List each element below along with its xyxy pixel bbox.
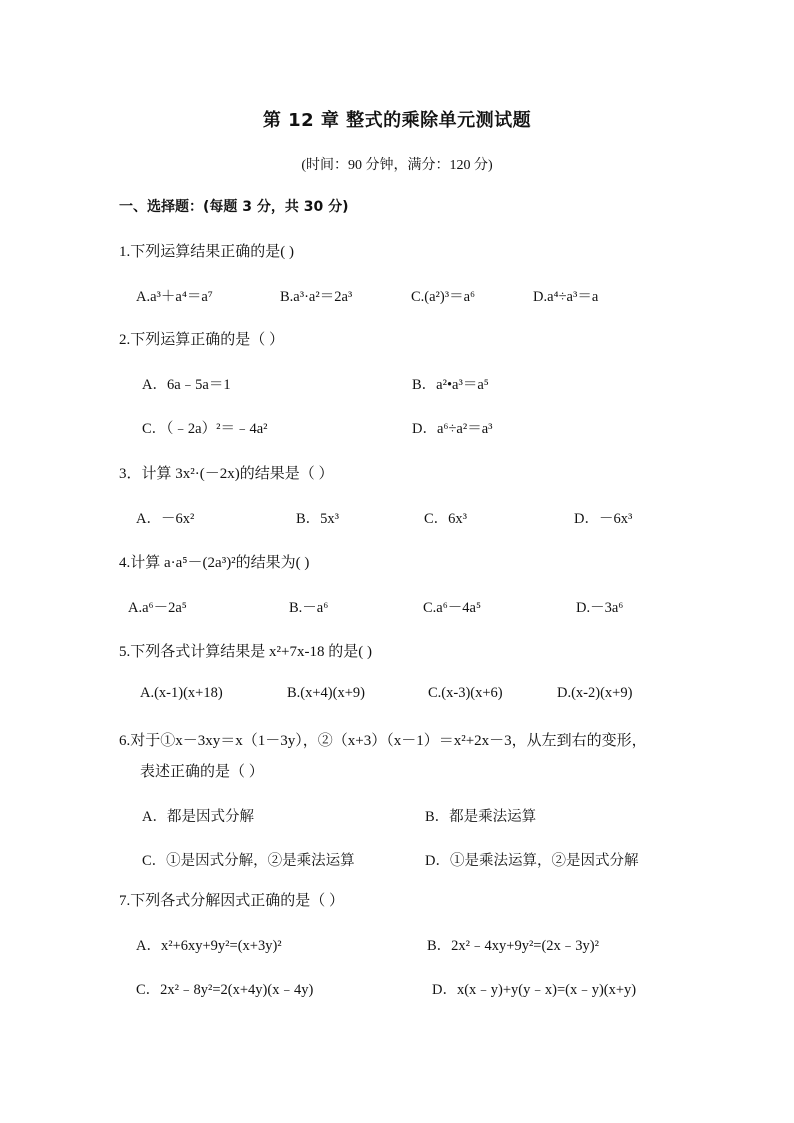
question-6-stem: 6.对于①x－3xy＝x（1－3y），②（x+3）（x－1）＝x²+2x－3，从左到右的变形， [119,733,647,749]
question-7-option-b: B．2x²﹣4xy+9y²=(2x﹣3y)² [427,938,599,954]
question-7-option-c: C．2x²﹣8y²=2(x+4y)(x﹣4y) [136,982,314,998]
question-5-stem: 5.下列各式计算结果是 x²+7x-18 的是( ) [119,644,372,660]
question-1-option-b: B.a³·a²＝2a³ [280,289,353,305]
section-heading: 一、选择题：(每题 3 分，共 30 分) [119,199,349,215]
question-2-option-a: A．6a﹣5a＝1 [142,377,231,393]
question-5-option-b: B.(x+4)(x+9) [287,685,365,701]
question-6-option-a: A．都是因式分解 [142,809,254,825]
question-5-option-d: D.(x-2)(x+9) [557,685,633,701]
question-4-option-d: D.－3a⁶ [576,600,624,616]
page-title: 第 12 章 整式的乘除单元测试题 [262,110,532,131]
question-4-option-a: A.a⁶－2a⁵ [128,600,187,616]
question-6-option-c: C．①是因式分解，②是乘法运算 [142,853,355,869]
question-6-option-b: B．都是乘法运算 [425,809,537,825]
question-2-option-c: C．（﹣2a）²＝﹣4a² [142,421,268,437]
question-4-stem: 4.计算 a·a⁵－(2a³)²的结果为( ) [119,555,310,571]
question-3-option-d: D．－6x³ [574,511,633,527]
exam-info: (时间：90 分钟，满分：120 分) [301,158,493,173]
question-5-option-a: A.(x-1)(x+18) [140,685,223,701]
question-7-option-a: A．x²+6xy+9y²=(x+3y)² [136,938,282,954]
question-3-option-c: C．6x³ [424,511,468,527]
question-7-stem: 7.下列各式分解因式正确的是（ ） [119,893,345,909]
question-1-option-a: A.a³＋a⁴＝a⁷ [136,289,213,305]
question-1-option-d: D.a⁴÷a³＝a [533,289,599,305]
question-3-stem: 3．计算 3x²·(－2x)的结果是（ ） [119,466,334,482]
question-1-option-c: C.(a²)³＝a⁶ [411,289,476,305]
question-5-option-c: C.(x-3)(x+6) [428,685,503,701]
question-4-option-b: B.－a⁶ [289,600,329,616]
question-4-option-c: C.a⁶－4a⁵ [423,600,482,616]
question-6-option-d: D．①是乘法运算，②是因式分解 [425,853,639,869]
question-3-option-a: A．－6x² [136,511,195,527]
question-3-option-b: B．5x³ [296,511,340,527]
question-2-stem: 2.下列运算正确的是（ ） [119,332,285,348]
question-6-stem-continued: 表述正确的是（ ） [140,764,264,780]
question-2-option-b: B．a²•a³＝a⁵ [412,377,489,393]
question-7-option-d: D．x(x﹣y)+y(y﹣x)=(x﹣y)(x+y) [432,982,637,998]
question-1-stem: 1.下列运算结果正确的是( ) [119,244,294,260]
question-2-option-d: D．a⁶÷a²＝a³ [412,421,493,437]
